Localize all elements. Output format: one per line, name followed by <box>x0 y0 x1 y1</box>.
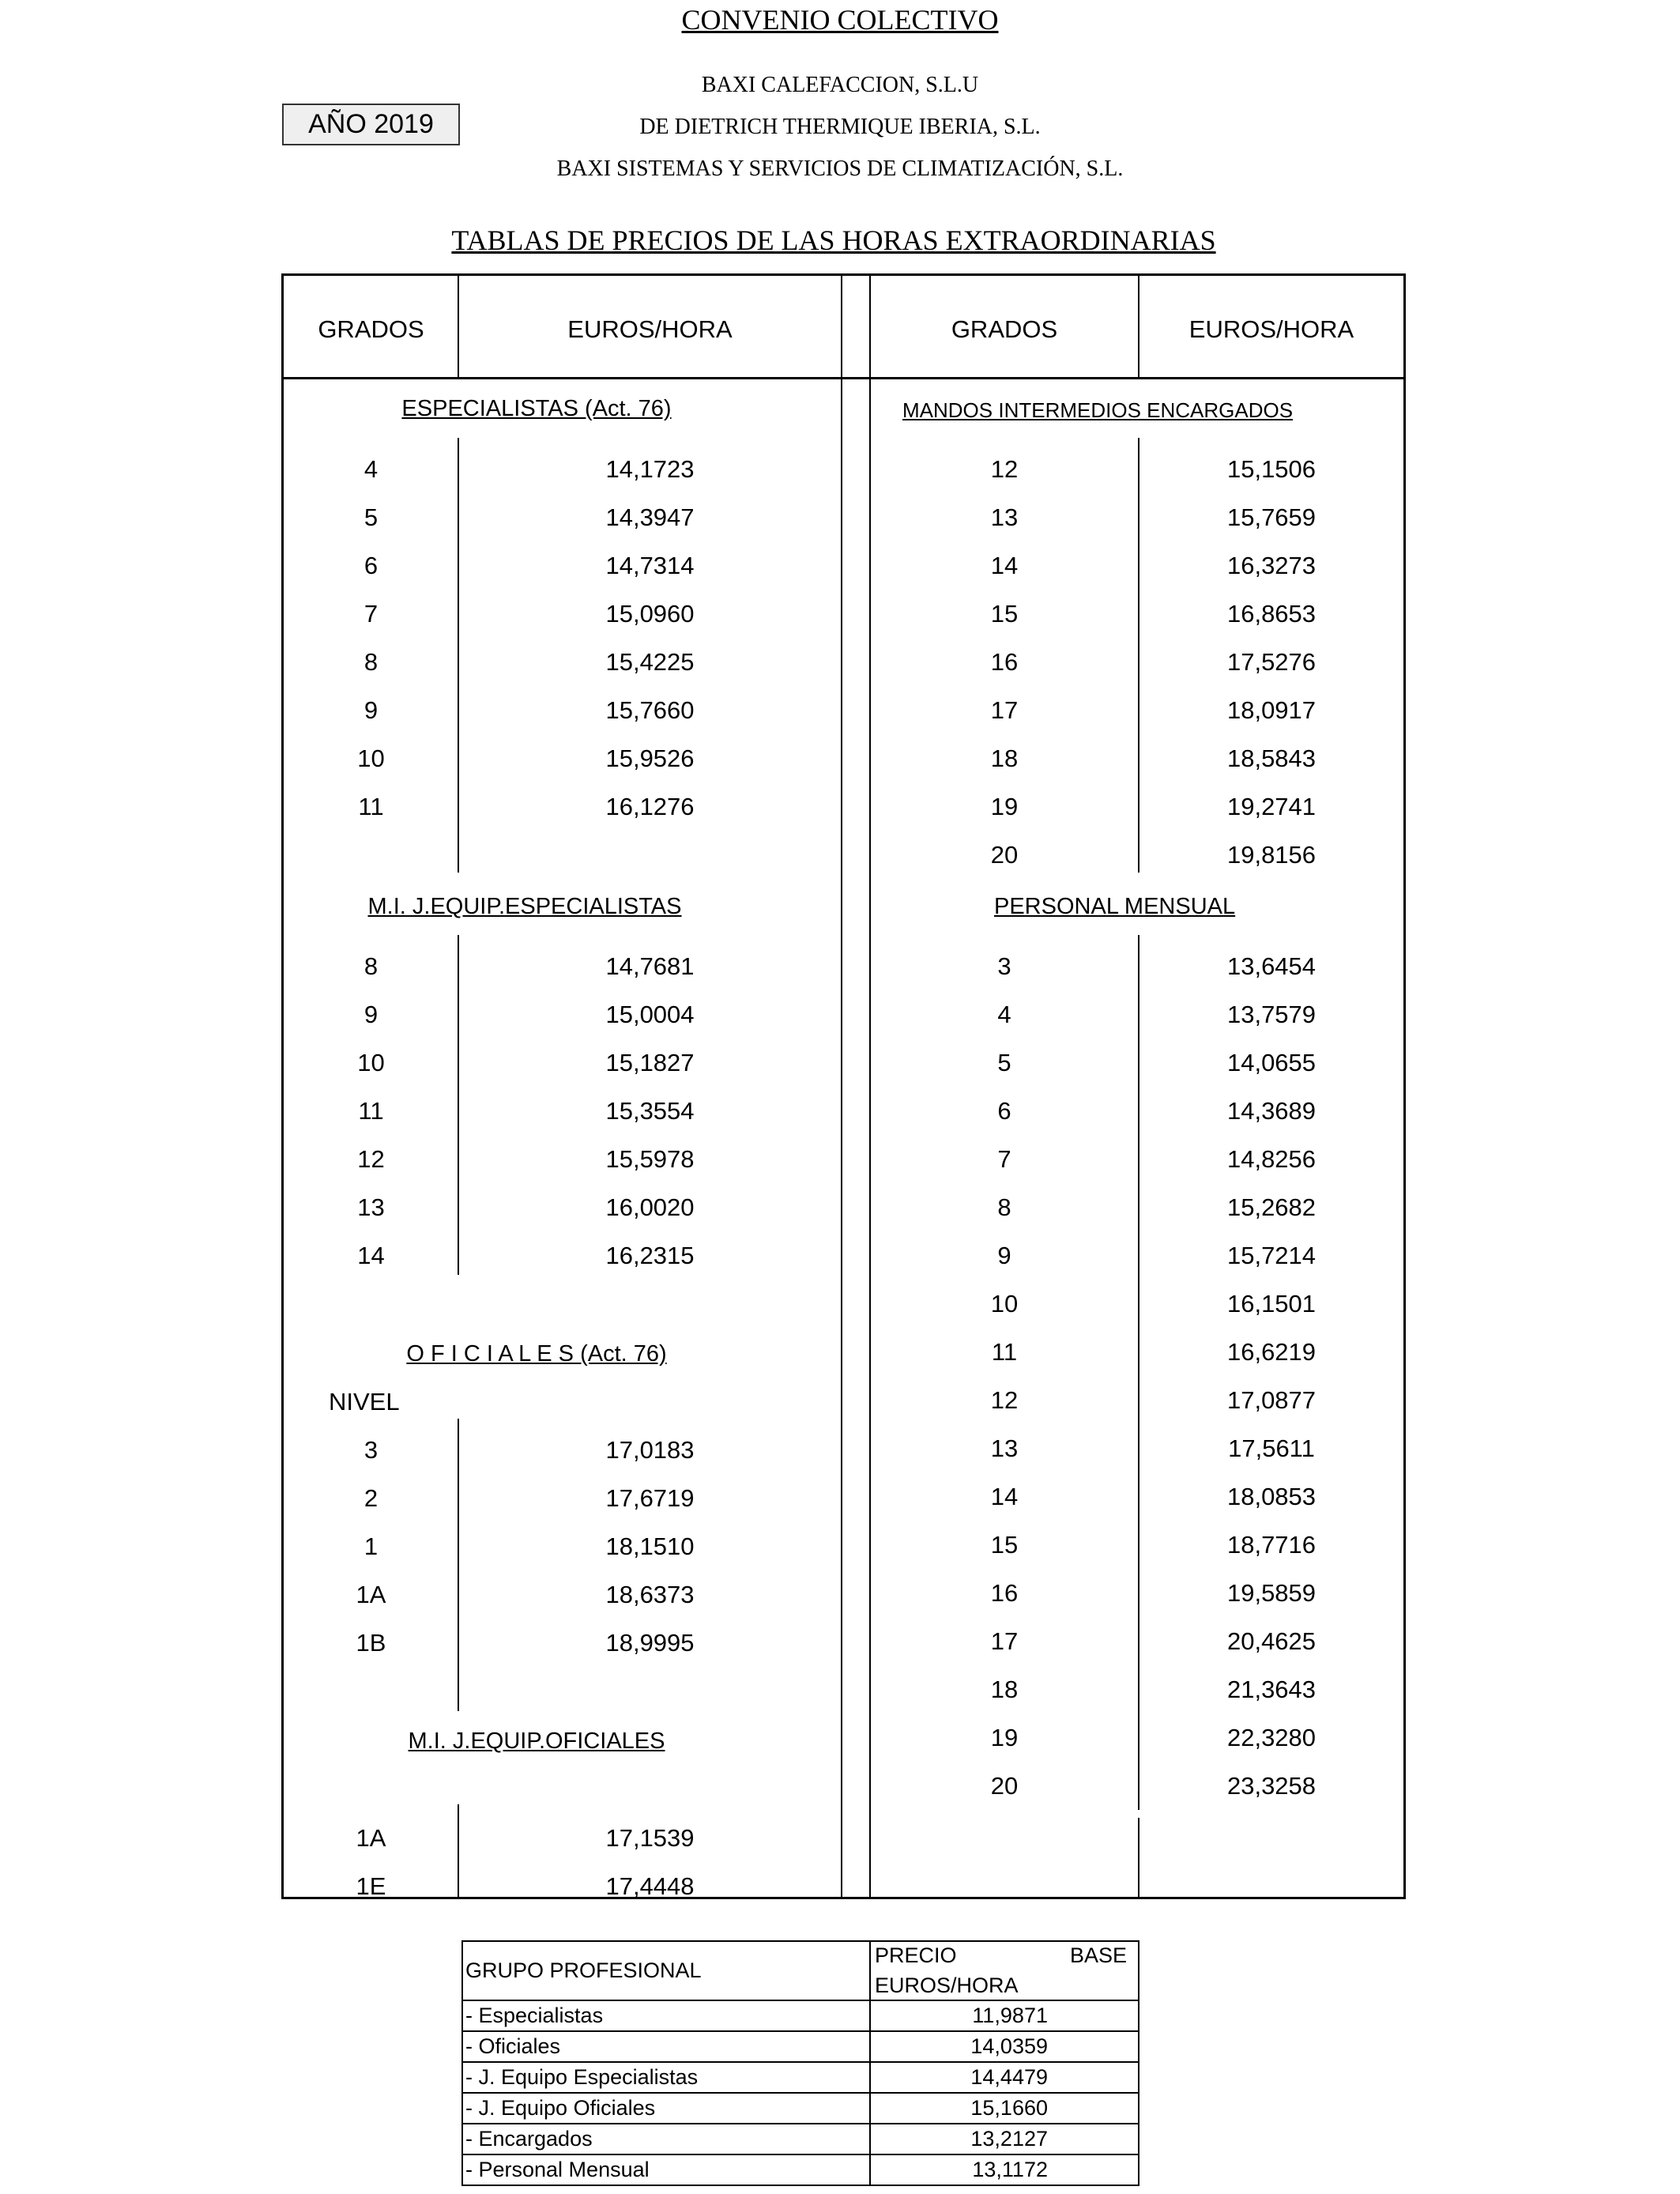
grade-cell: 11 <box>358 793 384 820</box>
euros-cell: 15,7214 <box>1226 1242 1317 1269</box>
euros-cell: 21,3643 <box>1226 1676 1317 1703</box>
grade-cell: 1A <box>356 1824 386 1852</box>
euros-cell: 18,5843 <box>1226 745 1317 772</box>
grade-cell: 6 <box>363 552 379 579</box>
euros-cell: 18,1510 <box>605 1532 695 1560</box>
euros-cell: 20,4625 <box>1226 1627 1317 1655</box>
grade-cell: 13 <box>357 1193 385 1221</box>
year-badge: AÑO 2019 <box>282 104 460 145</box>
euros-cell: 15,7660 <box>605 696 695 724</box>
euros-cell: 14,7314 <box>605 552 695 579</box>
euros-cell: 13,7579 <box>1226 1001 1317 1028</box>
base-group-cell: - Oficiales <box>465 2034 561 2058</box>
grade-cell: 7 <box>363 600 379 628</box>
euros-cell: 18,0853 <box>1226 1483 1317 1510</box>
grade-cell: 19 <box>990 1724 1019 1751</box>
euros-cell: 18,7716 <box>1226 1531 1317 1559</box>
euros-cell: 15,2682 <box>1226 1193 1317 1221</box>
nivel-label: NIVEL <box>329 1388 400 1416</box>
grade-cell: 19 <box>990 793 1019 820</box>
euros-cell: 15,3554 <box>605 1097 695 1125</box>
euros-cell: 14,1723 <box>605 455 695 483</box>
euros-cell: 23,3258 <box>1226 1772 1317 1800</box>
section-mandos: MANDOS INTERMEDIOS ENCARGADOS <box>902 398 1294 422</box>
euros-cell: 14,0655 <box>1226 1049 1317 1076</box>
grade-cell: 4 <box>997 1001 1011 1028</box>
base-group-cell: - J. Equipo Especialistas <box>465 2065 699 2089</box>
euros-cell: 16,0020 <box>605 1193 695 1221</box>
euros-cell: 14,8256 <box>1226 1145 1317 1173</box>
euros-cell: 22,3280 <box>1226 1724 1317 1751</box>
grade-cell: 14 <box>357 1242 385 1269</box>
grade-cell: 4 <box>363 455 379 483</box>
euros-cell: 15,4225 <box>605 648 695 676</box>
euros-cell: 17,4448 <box>605 1872 695 1900</box>
euros-cell: 16,1276 <box>605 793 695 820</box>
grade-cell: 1E <box>356 1872 386 1900</box>
grade-cell: 18 <box>990 1676 1019 1703</box>
euros-cell: 16,1501 <box>1226 1290 1317 1318</box>
base-price-cell: 13,2127 <box>970 2127 1048 2151</box>
grade-cell: 8 <box>363 648 379 676</box>
grade-cell: 13 <box>990 503 1019 531</box>
grade-cell: 14 <box>990 1483 1019 1510</box>
section-personal-mensual: PERSONAL MENSUAL <box>994 894 1236 919</box>
euros-cell: 17,5276 <box>1226 648 1317 676</box>
base-group-cell: - Especialistas <box>465 2004 604 2027</box>
grade-cell: 3 <box>363 1436 379 1464</box>
euros-cell: 14,7681 <box>605 952 695 980</box>
grade-cell: 8 <box>363 952 379 980</box>
euros-cell: 15,0960 <box>605 600 695 628</box>
section-mi-especialistas: M.I. J.EQUIP.ESPECIALISTAS <box>367 894 682 919</box>
base-price-cell: 11,9871 <box>972 2004 1048 2027</box>
grade-cell: 20 <box>990 841 1019 869</box>
header-euros-right: EUROS/HORA <box>1188 315 1354 343</box>
grade-cell: 18 <box>990 745 1019 772</box>
section-especialistas: ESPECIALISTAS (Act. 76) <box>401 396 672 421</box>
grade-cell: 9 <box>363 696 379 724</box>
grade-cell: 9 <box>997 1242 1011 1269</box>
euros-cell: 16,6219 <box>1226 1338 1317 1366</box>
base-header-group: GRUPO PROFESIONAL <box>465 1958 702 1982</box>
euros-cell: 19,2741 <box>1226 793 1317 820</box>
grade-cell: 2 <box>363 1484 379 1512</box>
grade-cell: 9 <box>363 1001 379 1028</box>
grade-cell: 5 <box>363 503 379 531</box>
grade-cell: 10 <box>990 1290 1019 1318</box>
base-group-cell: - J. Equipo Oficiales <box>465 2096 656 2120</box>
grade-cell: 17 <box>990 1627 1019 1655</box>
base-header-base: BASE <box>1070 1943 1128 1967</box>
grade-cell: 16 <box>990 648 1019 676</box>
grade-cell: 7 <box>997 1145 1011 1173</box>
grade-cell: 1B <box>356 1629 386 1657</box>
grade-cell: 3 <box>997 952 1011 980</box>
euros-cell: 17,6719 <box>605 1484 695 1512</box>
grade-cell: 12 <box>990 455 1019 483</box>
euros-cell: 19,5859 <box>1226 1579 1317 1607</box>
euros-cell: 17,0877 <box>1226 1386 1317 1414</box>
header-euros-left: EUROS/HORA <box>567 315 733 343</box>
euros-cell: 17,1539 <box>605 1824 695 1852</box>
grade-cell: 13 <box>990 1434 1019 1462</box>
euros-cell: 15,5978 <box>605 1145 695 1173</box>
company-3: BAXI SISTEMAS Y SERVICIOS DE CLIMATIZACIÓN, S.L. <box>556 156 1124 181</box>
euros-cell: 14,3947 <box>605 503 695 531</box>
base-group-cell: - Personal Mensual <box>465 2158 650 2181</box>
euros-cell: 13,6454 <box>1226 952 1317 980</box>
euros-cell: 16,3273 <box>1226 552 1317 579</box>
grade-cell: 11 <box>991 1338 1018 1366</box>
grade-cell: 1 <box>363 1532 379 1560</box>
euros-cell: 15,1506 <box>1226 455 1317 483</box>
euros-cell: 17,5611 <box>1228 1434 1315 1462</box>
grade-cell: 15 <box>990 600 1019 628</box>
euros-cell: 16,8653 <box>1226 600 1317 628</box>
grade-cell: 12 <box>357 1145 385 1173</box>
company-2: DE DIETRICH THERMIQUE IBERIA, S.L. <box>639 115 1041 139</box>
grade-cell: 10 <box>357 1049 385 1076</box>
euros-cell: 14,3689 <box>1226 1097 1317 1125</box>
header-grados-right: GRADOS <box>951 315 1058 343</box>
grade-cell: 8 <box>997 1193 1011 1221</box>
base-group-cell: - Encargados <box>465 2127 593 2151</box>
grade-cell: 17 <box>990 696 1019 724</box>
grade-cell: 15 <box>990 1531 1019 1559</box>
euros-cell: 18,9995 <box>605 1629 695 1657</box>
base-price-cell: 13,1172 <box>972 2158 1048 2181</box>
base-header-precio: PRECIO <box>875 1943 957 1967</box>
grade-cell: 12 <box>990 1386 1019 1414</box>
grade-cell: 10 <box>357 745 385 772</box>
grade-cell: 11 <box>358 1097 384 1125</box>
grade-cell: 14 <box>990 552 1019 579</box>
euros-cell: 15,1827 <box>605 1049 695 1076</box>
euros-cell: 19,8156 <box>1226 841 1317 869</box>
euros-cell: 15,7659 <box>1226 503 1317 531</box>
company-1: BAXI CALEFACCION, S.L.U <box>701 73 979 97</box>
base-price-cell: 14,0359 <box>970 2034 1048 2058</box>
base-price-cell: 15,1660 <box>970 2096 1048 2120</box>
base-price-cell: 14,4479 <box>970 2065 1048 2089</box>
grade-cell: 20 <box>990 1772 1019 1800</box>
euros-cell: 15,0004 <box>605 1001 695 1028</box>
document-title: CONVENIO COLECTIVO <box>681 4 999 36</box>
grade-cell: 5 <box>997 1049 1011 1076</box>
base-header-euros: EUROS/HORA <box>875 1973 1019 1997</box>
page-subtitle: TABLAS DE PRECIOS DE LAS HORAS EXTRAORDINARIAS <box>451 224 1216 256</box>
section-oficiales: O F I C I A L E S (Act. 76) <box>406 1341 667 1367</box>
grade-cell: 16 <box>990 1579 1019 1607</box>
section-mi-oficiales: M.I. J.EQUIP.OFICIALES <box>408 1728 665 1754</box>
euros-cell: 16,2315 <box>605 1242 695 1269</box>
euros-cell: 17,0183 <box>605 1436 695 1464</box>
euros-cell: 18,0917 <box>1226 696 1317 724</box>
grade-cell: 6 <box>997 1097 1011 1125</box>
euros-cell: 18,6373 <box>605 1581 695 1608</box>
euros-cell: 15,9526 <box>605 745 695 772</box>
grade-cell: 1A <box>356 1581 386 1608</box>
header-grados-left: GRADOS <box>318 315 424 343</box>
